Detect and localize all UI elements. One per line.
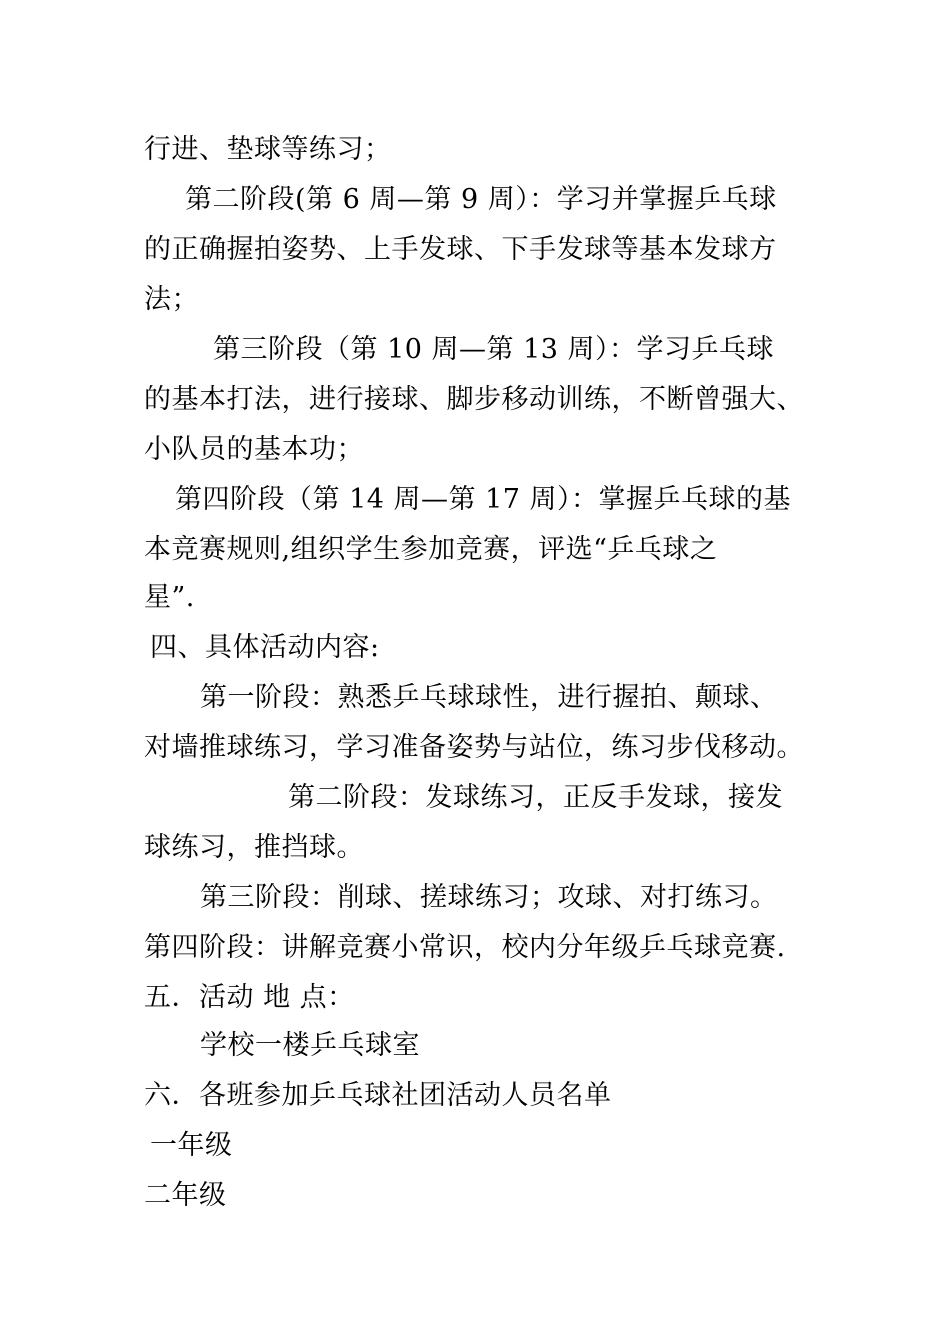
- section-heading: 六．各班参加乒乓球社团活动人员名单: [144, 1080, 612, 1111]
- text-line: 学校一楼乒乓球室: [200, 1030, 420, 1061]
- text-line: 本竞赛规则,组织学生参加竞赛，评选“乒乓球之: [144, 534, 718, 565]
- text-line: 第二阶段(第 6 周—第 9 周）：学习并掌握乒乓球: [185, 184, 777, 215]
- grade-label: 一年级: [150, 1130, 233, 1161]
- text-line: 法；: [144, 284, 199, 315]
- text-line: 第二阶段：发球练习，正反手发球，接发: [288, 782, 783, 813]
- text-line: 的基本打法，进行接球、脚步移动训练，不断曾强大、: [144, 384, 804, 415]
- text-line: 第四阶段：讲解竞赛小常识，校内分年级乒乓球竞赛.: [144, 932, 786, 963]
- text-line: 对墙推球练习，学习准备姿势与站位，练习步伐移动。: [144, 732, 804, 763]
- text-line: 星”.: [144, 582, 195, 613]
- text-line: 球练习，推挡球。: [144, 832, 364, 863]
- text-line: 行进、垫球等练习；: [144, 134, 392, 165]
- grade-label: 二年级: [144, 1180, 227, 1211]
- section-heading: 四、具体活动内容:: [150, 632, 380, 663]
- text-line: 第四阶段（第 14 周—第 17 周）：掌握乒乓球的基: [175, 484, 792, 515]
- section-heading: 五．活动 地 点：: [144, 982, 355, 1013]
- text-line: 的正确握拍姿势、上手发球、下手发球等基本发球方: [144, 234, 777, 265]
- text-line: 小队员的基本功；: [144, 434, 364, 465]
- text-line: 第一阶段：熟悉乒乓球球性，进行握拍、颠球、: [200, 682, 778, 713]
- text-line: 第三阶段：削球、搓球练习；攻球、对打练习。: [200, 882, 778, 913]
- text-line: 第三阶段（第 10 周—第 13 周）：学习乒乓球: [213, 334, 775, 365]
